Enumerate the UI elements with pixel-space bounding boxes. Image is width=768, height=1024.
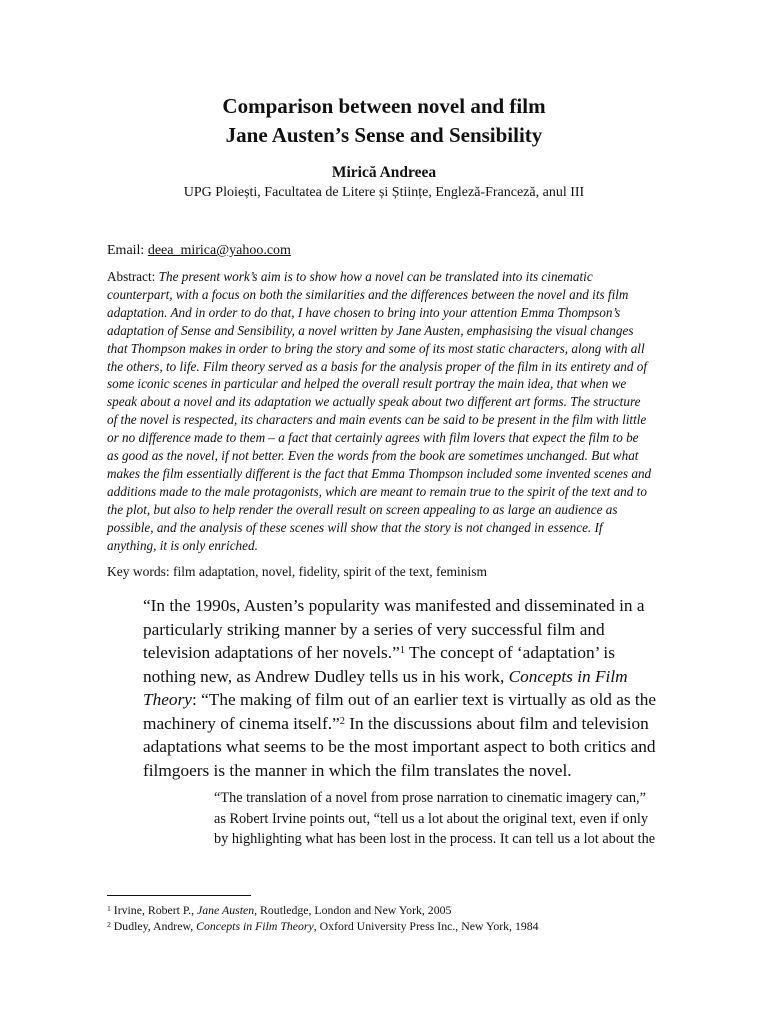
block-quote	[214, 788, 684, 850]
body-line: machinery of cinema itself.”$^2$ In the discussions about film and television	[143, 713, 649, 733]
abstract-line: the plot, but also to help render the overall result on screen appealing to as large an audience as	[107, 501, 618, 517]
abstract-line: additions made to the male protagonists, which are meant to remain true to the spirit of the text and to	[107, 483, 647, 499]
abstract-line: the others, to life. Film theory served as a basis for the analysis proper of the film in its entirety and of	[107, 358, 648, 374]
footnote-ref-1[interactable]: 1	[399, 645, 405, 656]
title-line-1: Comparison between novel and film	[222, 94, 546, 118]
body-line: Theory: “The making of film out of an earlier text is virtually as old as the	[143, 690, 657, 709]
body-line: adaptations what seems to be the most important aspect to both critics and	[143, 737, 656, 756]
body-line: particularly striking manner by a series of very successful film and	[143, 619, 605, 639]
abstract	[107, 268, 679, 555]
abstract-line: some iconic scenes in particular and helped the overall result portray the main idea, that when we	[107, 376, 627, 392]
author-affiliation: UPG Ploiești, Facultatea de Litere și Științe, Engleză-Franceză, anul III	[183, 185, 585, 200]
abstract-line: speak about a novel and its adaptation we actually speak about two different art forms. The structure	[107, 394, 641, 410]
email-label: Email:	[107, 243, 148, 258]
abstract-line: anything, it is only enriched.	[107, 537, 258, 553]
footnote-ref-2[interactable]: 2	[339, 715, 345, 727]
body-line: nothing new, as Andrew Dudley tells us in his work, Concepts in Film	[143, 666, 628, 686]
abstract-line: Abstract: The present work’s aim is to show how a novel can be translated into its cinematic	[107, 269, 593, 284]
abstract-line: or no difference made to them – a fact that certainly agrees with film lovers that expect the film to be	[107, 430, 639, 446]
body-line: filmgoers is the manner in which the film translates the novel.	[143, 760, 572, 780]
quote-line: “The translation of a novel from prose narration to cinematic imagery can,”	[214, 790, 646, 806]
body-line: “In the 1990s, Austen’s popularity was manifested and disseminated in a	[143, 596, 645, 615]
quote-line: as Robert Irvine points out, “tell us a lot about the original text, even if only	[214, 810, 648, 827]
footnotes	[107, 902, 539, 934]
author-name: Mirică Andreea	[331, 164, 437, 181]
quote-line: by highlighting what has been lost in the process. It can tell us a lot about the	[214, 831, 656, 847]
email-link[interactable]: deea_mirica@yahoo.com	[147, 243, 291, 258]
abstract-line: possible, and the analysis of these scenes will show that the story is not changed in essence. If	[107, 519, 603, 535]
keywords: Key words: film adaptation, novel, fidelity, spirit of the text, feminism	[107, 564, 488, 579]
abstract-line: adaptation. And in order to do that, I have chosen to bring into your attention Emma Thompson’s	[107, 304, 621, 320]
abstract-line: adaptation of Sense and Sensibility, a novel written by Jane Austen, emphasising the visual changes	[107, 322, 634, 338]
abstract-label: Abstract:	[107, 269, 159, 284]
title-line-2: Jane Austen’s Sense and Sensibility	[225, 123, 543, 147]
book-title: Theory	[143, 690, 192, 709]
footnote-1: $^1$ Irvine, Robert P., Jane Austen, Routledge, London and New York, 2005	[107, 903, 452, 917]
body-paragraph	[143, 594, 683, 782]
footnote-divider	[107, 895, 251, 896]
abstract-line: as good as the novel, if not better. Even the words from the book are sometimes unchanged. But what	[107, 448, 639, 464]
body-line: television adaptations of her novels.”$^1$ The concept of ‘adaptation’ is	[143, 643, 615, 662]
abstract-line: of the novel is respected, its characters and main events can be said to be present in the film with little	[107, 412, 647, 428]
email-line	[107, 241, 291, 261]
abstract-line: counterpart, with a focus on both the similarities and the differences between the novel and its film	[107, 286, 629, 302]
abstract-line: that Thompson makes in order to bring the story and some of its most static characters, along with all	[107, 340, 645, 356]
book-title: Concepts in Film	[508, 666, 628, 686]
abstract-line: makes the film essentially different is the fact that Emma Thompson included some invented scenes and	[107, 465, 652, 481]
footnote-2: $^2$ Dudley, Andrew, Concepts in Film Theory, Oxford University Press Inc., New York, 1984	[107, 919, 539, 933]
